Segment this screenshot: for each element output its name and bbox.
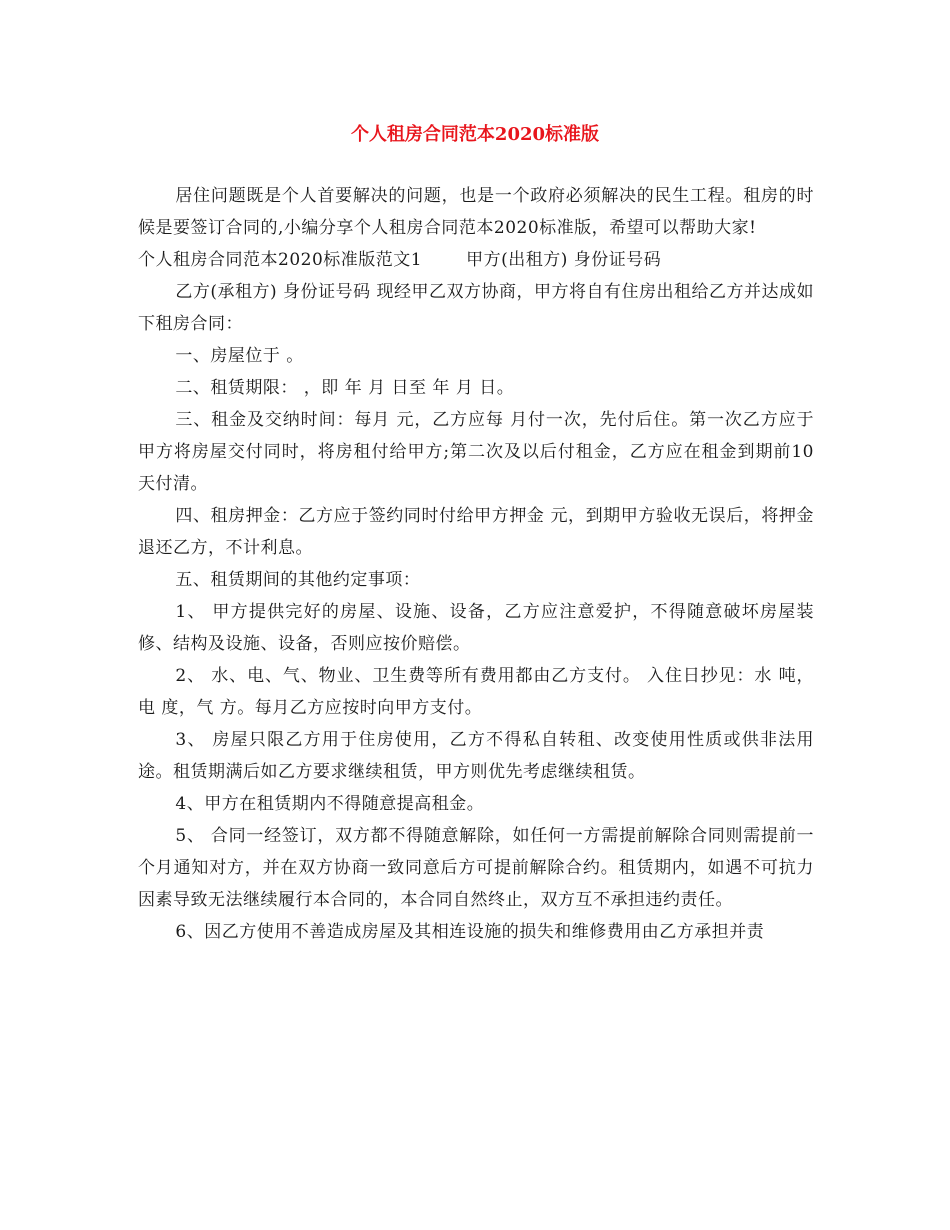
- item-1: 1、 甲方提供完好的房屋、设施、设备，乙方应注意爱护，不得随意破坏房屋装修、结构及设施、设备，否则应按价赔偿。: [138, 602, 814, 654]
- contract-heading: 个人租房合同范本2020标准版范文1: [138, 250, 423, 270]
- clause-4: 四、租房押金：乙方应于签约同时付给甲方押金 元，到期甲方验收无误后，将押金退还乙方，不计利息。: [138, 506, 814, 558]
- document-body: [138, 180, 814, 948]
- clause-2: 二、租赁期限： ，即 年 月 日至 年 月 日。: [175, 378, 515, 398]
- item-2: 2、 水、电、气、物业、卫生费等所有费用都由乙方支付。 入住日抄见：水 吨，电 度，气 方。每月乙方应按时向甲方支付。: [138, 666, 814, 718]
- item-6: 6、因乙方使用不善造成房屋及其相连设施的损失和维修费用由乙方承担并责: [175, 922, 765, 942]
- item-3: 3、 房屋只限乙方用于住房使用，乙方不得私自转租、改变使用性质或供非法用途。租赁期满后如乙方要求继续租赁，甲方则优先考虑继续租赁。: [138, 730, 814, 782]
- item-5: 5、 合同一经签订，双方都不得随意解除，如任何一方需提前解除合同则需提前一个月通知对方，并在双方协商一致同意后方可提前解除合约。租赁期内，如遇不可抗力因素导致无法继续履行本合同的，本合同自然终止，双方互不承担违约责任。: [138, 826, 814, 910]
- document-title: 个人租房合同范本2020标准版: [350, 124, 600, 145]
- contract-heading-line: [138, 244, 814, 276]
- clause-5: 五、租赁期间的其他约定事项：: [175, 570, 421, 590]
- clause-3: 三、租金及交纳时间：每月 元，乙方应每 月付一次，先付后住。第一次乙方应于甲方将房屋交付同时，将房租付给甲方;第二次及以后付租金，乙方应在租金到期前10天付清。: [138, 410, 814, 494]
- party-a-line: 甲方(出租方) 身份证号码: [466, 250, 662, 270]
- intro-paragraph: 居住问题既是个人首要解决的问题，也是一个政府必须解决的民生工程。租房的时候是要签订合同的,小编分享个人租房合同范本2020标准版，希望可以帮助大家!: [138, 186, 814, 238]
- item-4: 4、甲方在租赁期内不得随意提高租金。: [175, 794, 485, 814]
- party-b-paragraph: 乙方(承租方) 身份证号码 现经甲乙双方协商，甲方将自有住房出租给乙方并达成如下租房合同：: [138, 282, 814, 334]
- clause-1: 一、房屋位于 。: [175, 346, 304, 366]
